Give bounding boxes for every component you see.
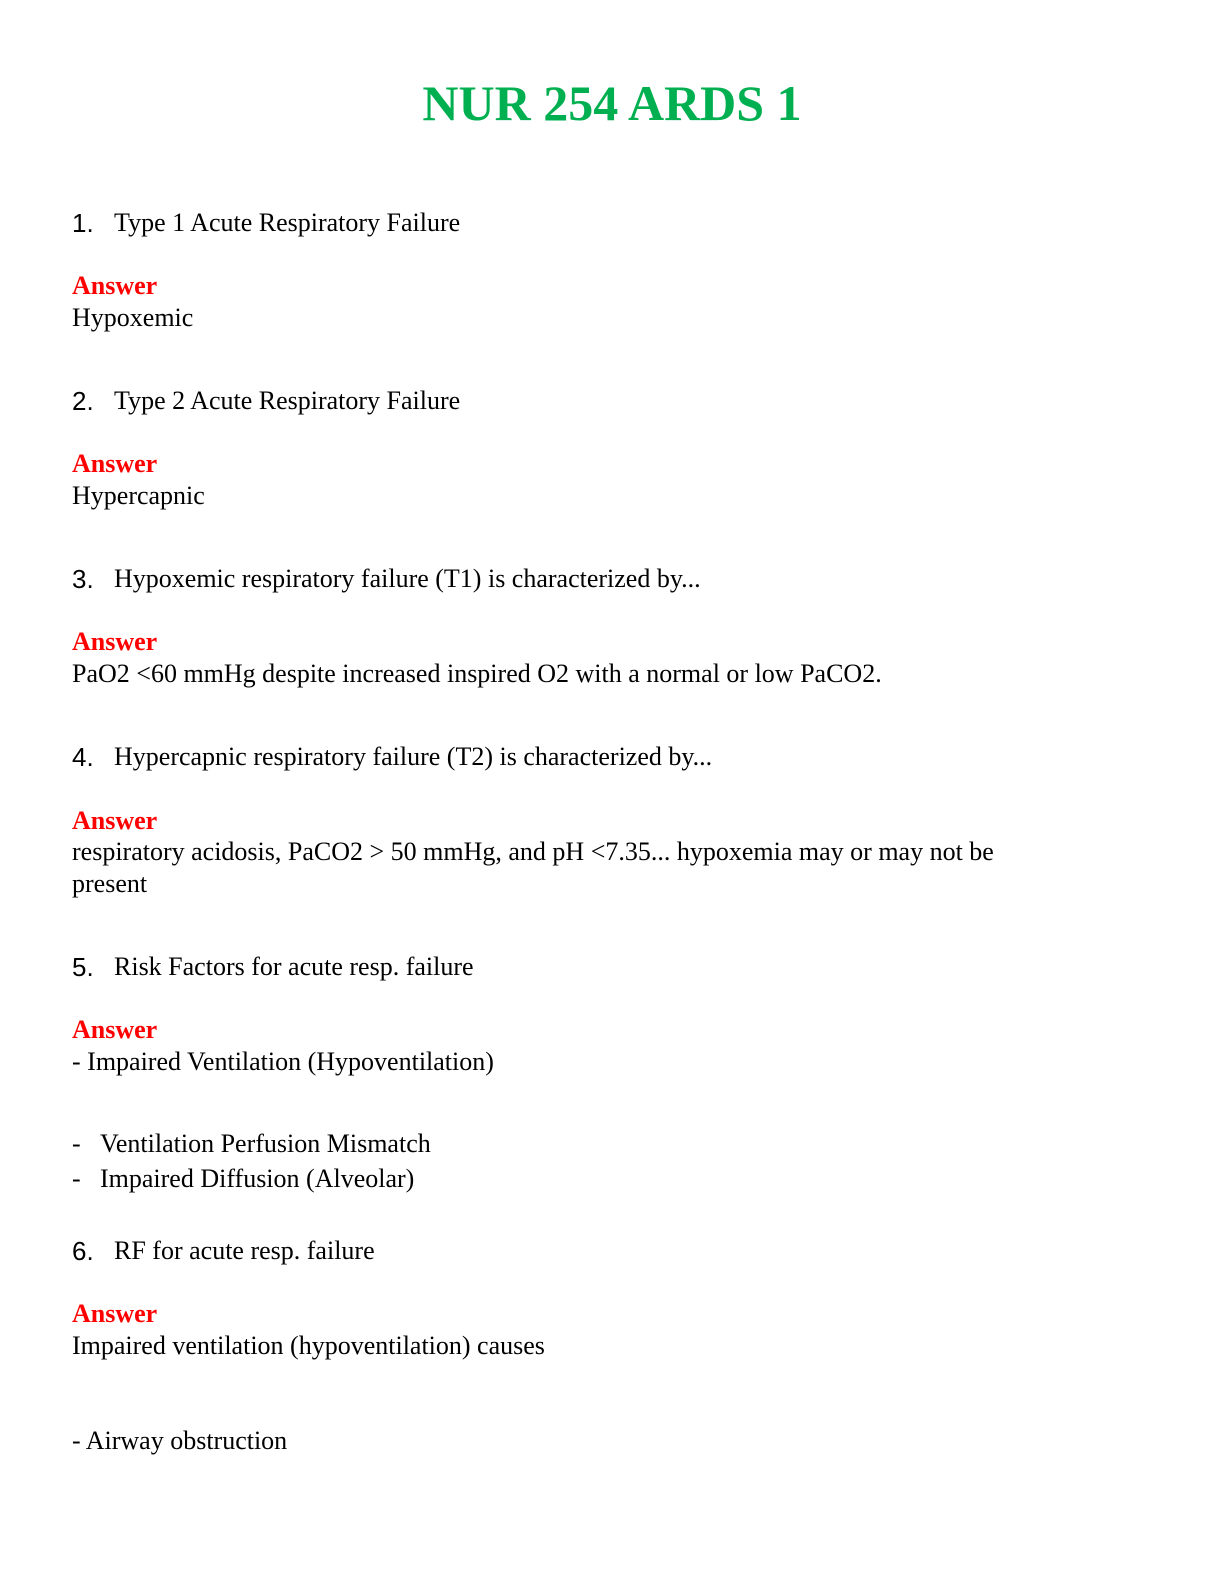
answer-label: Answer bbox=[72, 627, 158, 656]
question-text: RF for acute resp. failure bbox=[114, 1236, 375, 1265]
bullet-text: Ventilation Perfusion Mismatch bbox=[100, 1129, 431, 1158]
answer-label: Answer bbox=[72, 1299, 158, 1328]
question-text: Hypercapnic respiratory failure (T2) is characterized by... bbox=[114, 742, 713, 771]
answer-text: Impaired ventilation (hypoventilation) causes bbox=[72, 1331, 545, 1360]
question-number: 3. bbox=[72, 564, 94, 594]
question-number: 5. bbox=[72, 952, 94, 982]
answer-label: Answer bbox=[72, 806, 158, 835]
page-title: NUR 254 ARDS 1 bbox=[422, 75, 802, 131]
answer-label: Answer bbox=[72, 271, 158, 300]
answer-text: Hypercapnic bbox=[72, 481, 205, 510]
answer-label: Answer bbox=[72, 449, 158, 478]
answer-label: Answer bbox=[72, 1015, 158, 1044]
answer-extra-text: - Airway obstruction bbox=[72, 1426, 288, 1455]
answer-text: respiratory acidosis, PaCO2 > 50 mmHg, and pH <7.35... hypoxemia may or may not be present bbox=[72, 837, 994, 898]
bullet-dash: - bbox=[72, 1129, 81, 1158]
question-text: Hypoxemic respiratory failure (T1) is characterized by... bbox=[114, 564, 701, 593]
answer-text: Hypoxemic bbox=[72, 303, 194, 332]
bullet-text: Impaired Diffusion (Alveolar) bbox=[100, 1164, 415, 1193]
bullet-dash: - bbox=[72, 1164, 81, 1193]
question-text: Risk Factors for acute resp. failure bbox=[114, 952, 474, 981]
question-text: Type 1 Acute Respiratory Failure bbox=[114, 208, 461, 237]
question-number: 1. bbox=[72, 208, 94, 238]
question-number: 4. bbox=[72, 742, 94, 772]
answer-text: PaO2 <60 mmHg despite increased inspired O2 with a normal or low PaCO2. bbox=[72, 659, 882, 688]
question-number: 2. bbox=[72, 386, 94, 416]
answer-text: - Impaired Ventilation (Hypoventilation) bbox=[72, 1047, 494, 1076]
question-text: Type 2 Acute Respiratory Failure bbox=[114, 386, 461, 415]
question-number: 6. bbox=[72, 1236, 94, 1266]
